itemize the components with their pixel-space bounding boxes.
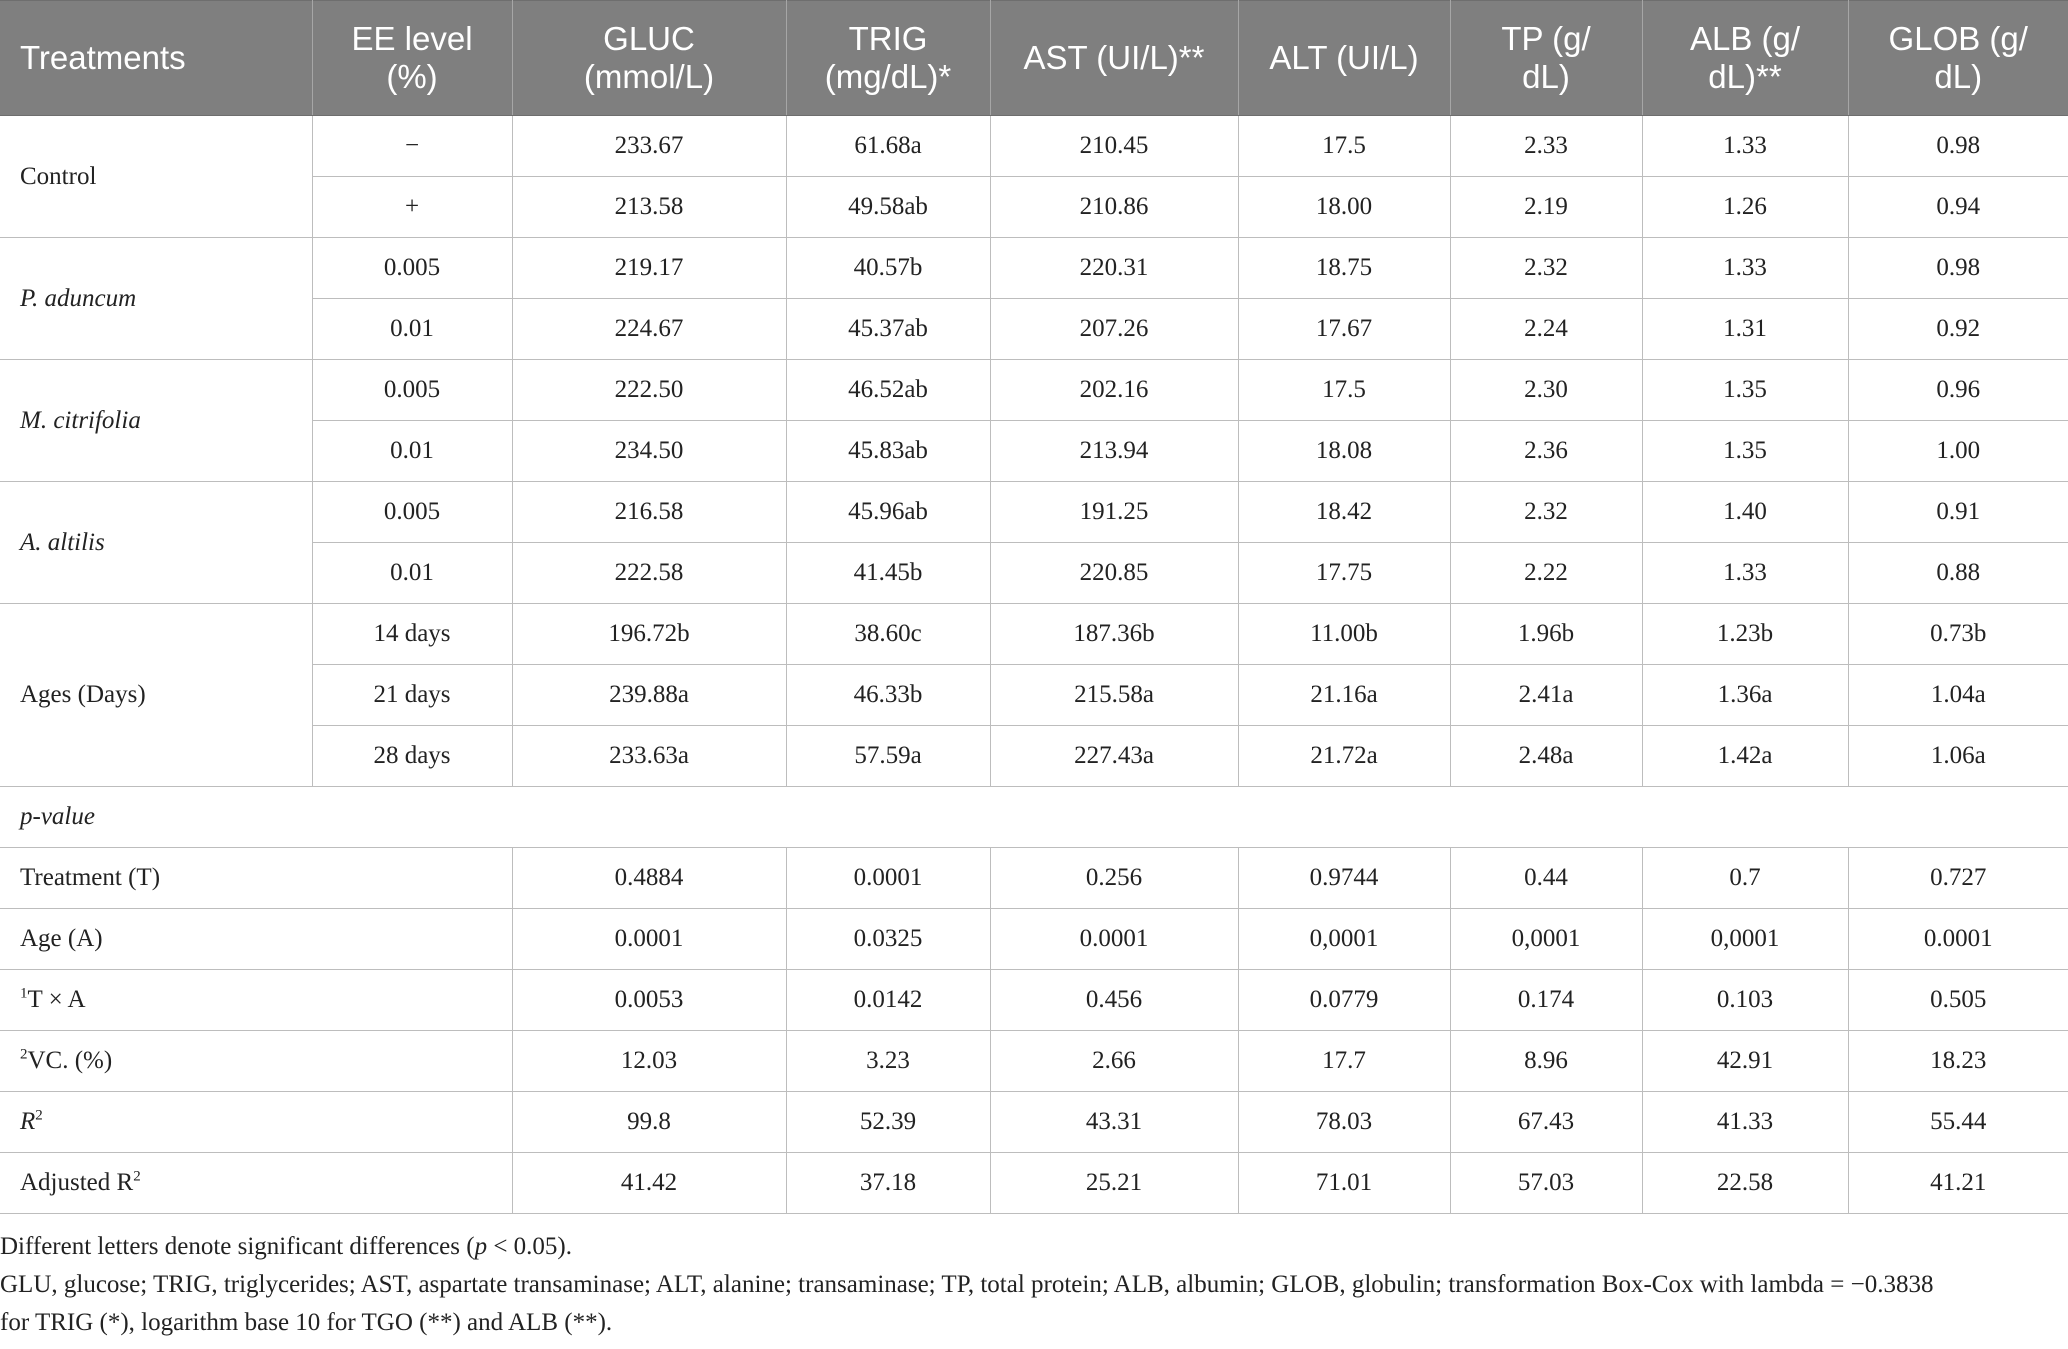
value-cell: 46.52ab: [786, 360, 990, 421]
value-cell: 2.24: [1450, 299, 1642, 360]
value-cell: 233.67: [512, 116, 786, 177]
value-cell: 21.72a: [1238, 726, 1450, 787]
value-cell: 17.67: [1238, 299, 1450, 360]
value-cell: 1.23b: [1642, 604, 1848, 665]
stats-value-cell: 0.505: [1848, 970, 2068, 1031]
stats-value-cell: 25.21: [990, 1153, 1238, 1214]
stats-label: [0, 848, 512, 909]
stats-row: [0, 970, 2068, 1031]
value-cell: 0.98: [1848, 238, 2068, 299]
ee-level-cell: 0.005: [312, 238, 512, 299]
column-header: ALT (UI/L): [1238, 1, 1450, 116]
stats-value-cell: 12.03: [512, 1031, 786, 1092]
value-cell: 210.86: [990, 177, 1238, 238]
stats-value-cell: 0,0001: [1450, 909, 1642, 970]
ee-level-cell: 0.005: [312, 360, 512, 421]
stats-value-cell: 18.23: [1848, 1031, 2068, 1092]
value-cell: 191.25: [990, 482, 1238, 543]
value-cell: 18.00: [1238, 177, 1450, 238]
value-cell: 2.32: [1450, 238, 1642, 299]
stats-label: [0, 1153, 512, 1214]
stats-label: [0, 1092, 512, 1153]
footnote-p-symbol: p: [474, 1233, 488, 1260]
value-cell: 0.88: [1848, 543, 2068, 604]
value-cell: 2.36: [1450, 421, 1642, 482]
stats-label-text: T × A: [27, 986, 86, 1013]
stats-value-cell: 0.174: [1450, 970, 1642, 1031]
value-cell: 2.22: [1450, 543, 1642, 604]
stats-value-cell: 67.43: [1450, 1092, 1642, 1153]
stats-value-cell: 41.21: [1848, 1153, 2068, 1214]
stats-row: [0, 1153, 2068, 1214]
value-cell: 222.50: [512, 360, 786, 421]
value-cell: 1.40: [1642, 482, 1848, 543]
footnote-abbreviations: GLU, glucose; TRIG, triglycerides; AST, aspartate transaminase; ALT, alanine; transaminase; TP, total protein; ALB, albumin; GLOB, globulin; transformation Box-Cox with lambda = −0.3838: [0, 1271, 1934, 1298]
stats-value-cell: 0,0001: [1642, 909, 1848, 970]
stats-label-text: Treatment (T): [20, 864, 161, 891]
stats-value-cell: 78.03: [1238, 1092, 1450, 1153]
stats-value-cell: 71.01: [1238, 1153, 1450, 1214]
value-cell: 61.68a: [786, 116, 990, 177]
value-cell: 233.63a: [512, 726, 786, 787]
value-cell: 1.26: [1642, 177, 1848, 238]
stats-value-cell: 0.0779: [1238, 970, 1450, 1031]
stats-value-cell: 3.23: [786, 1031, 990, 1092]
value-cell: 1.33: [1642, 543, 1848, 604]
stats-value-cell: 22.58: [1642, 1153, 1848, 1214]
value-cell: 219.17: [512, 238, 786, 299]
value-cell: 0.91: [1848, 482, 2068, 543]
stats-row: [0, 1031, 2068, 1092]
stats-label: [0, 909, 512, 970]
pvalue-section-label: p-value: [0, 787, 2068, 848]
value-cell: 0.94: [1848, 177, 2068, 238]
stats-label: [0, 970, 512, 1031]
value-cell: 1.35: [1642, 421, 1848, 482]
value-cell: 0.98: [1848, 116, 2068, 177]
value-cell: 46.33b: [786, 665, 990, 726]
stats-row: [0, 848, 2068, 909]
stats-value-cell: 8.96: [1450, 1031, 1642, 1092]
stats-row: [0, 1092, 2068, 1153]
value-cell: 18.08: [1238, 421, 1450, 482]
ee-level-cell: 0.01: [312, 299, 512, 360]
value-cell: 1.00: [1848, 421, 2068, 482]
value-cell: 202.16: [990, 360, 1238, 421]
value-cell: 196.72b: [512, 604, 786, 665]
stats-value-cell: 0,0001: [1238, 909, 1450, 970]
value-cell: 2.19: [1450, 177, 1642, 238]
value-cell: 0.92: [1848, 299, 2068, 360]
value-cell: 41.45b: [786, 543, 990, 604]
value-cell: 38.60c: [786, 604, 990, 665]
stats-value-cell: 0.4884: [512, 848, 786, 909]
column-header: GLUC (mmol/L): [512, 1, 786, 116]
value-cell: 1.42a: [1642, 726, 1848, 787]
value-cell: 17.75: [1238, 543, 1450, 604]
stats-value-cell: 0.0001: [512, 909, 786, 970]
footnote-transformations: for TRIG (*), logarithm base 10 for TGO (**) and ALB (**).: [0, 1309, 613, 1336]
stats-value-cell: 0.456: [990, 970, 1238, 1031]
stats-value-cell: 0.9744: [1238, 848, 1450, 909]
value-cell: 2.33: [1450, 116, 1642, 177]
value-cell: 2.32: [1450, 482, 1642, 543]
column-header: ALB (g/ dL)**: [1642, 1, 1848, 116]
treatment-label: P. aduncum: [0, 238, 312, 360]
treatment-label: Control: [0, 116, 312, 238]
ee-level-cell: 14 days: [312, 604, 512, 665]
value-cell: 213.94: [990, 421, 1238, 482]
column-header: TRIG (mg/dL)*: [786, 1, 990, 116]
value-cell: 227.43a: [990, 726, 1238, 787]
footnote-text: < 0.05).: [487, 1233, 573, 1260]
value-cell: 216.58: [512, 482, 786, 543]
table-row: [0, 238, 2068, 299]
value-cell: 1.96b: [1450, 604, 1642, 665]
value-cell: 1.31: [1642, 299, 1848, 360]
superscript: 2: [35, 1107, 43, 1124]
table-body: [0, 116, 2068, 1214]
ee-level-cell: 0.01: [312, 421, 512, 482]
value-cell: 1.04a: [1848, 665, 2068, 726]
value-cell: 45.83ab: [786, 421, 990, 482]
value-cell: 1.33: [1642, 238, 1848, 299]
stats-value-cell: 52.39: [786, 1092, 990, 1153]
stats-value-cell: 2.66: [990, 1031, 1238, 1092]
header-row: [0, 1, 2068, 116]
ee-level-cell: −: [312, 116, 512, 177]
stats-value-cell: 99.8: [512, 1092, 786, 1153]
stats-value-cell: 0.44: [1450, 848, 1642, 909]
ee-level-cell: +: [312, 177, 512, 238]
value-cell: 0.73b: [1848, 604, 2068, 665]
table-row: [0, 116, 2068, 177]
footnote-marker: 1: [20, 985, 28, 1002]
treatment-label: A. altilis: [0, 482, 312, 604]
stats-value-cell: 41.42: [512, 1153, 786, 1214]
value-cell: 18.75: [1238, 238, 1450, 299]
stats-value-cell: 17.7: [1238, 1031, 1450, 1092]
value-cell: 17.5: [1238, 116, 1450, 177]
stats-value-cell: 0.256: [990, 848, 1238, 909]
value-cell: 11.00b: [1238, 604, 1450, 665]
value-cell: 207.26: [990, 299, 1238, 360]
value-cell: 210.45: [990, 116, 1238, 177]
stats-value-cell: 37.18: [786, 1153, 990, 1214]
ee-level-cell: 21 days: [312, 665, 512, 726]
table-header: [0, 1, 2068, 116]
ee-level-cell: 0.01: [312, 543, 512, 604]
value-cell: 215.58a: [990, 665, 1238, 726]
stats-value-cell: 0.103: [1642, 970, 1848, 1031]
value-cell: 49.58ab: [786, 177, 990, 238]
value-cell: 1.06a: [1848, 726, 2068, 787]
value-cell: 222.58: [512, 543, 786, 604]
column-header: Treatments: [0, 1, 312, 116]
footnotes: [0, 1228, 2068, 1342]
stats-label-text: VC. (%): [27, 1047, 113, 1074]
value-cell: 213.58: [512, 177, 786, 238]
stats-label: [0, 1031, 512, 1092]
value-cell: 45.37ab: [786, 299, 990, 360]
value-cell: 45.96ab: [786, 482, 990, 543]
column-header: EE level (%): [312, 1, 512, 116]
stats-value-cell: 41.33: [1642, 1092, 1848, 1153]
value-cell: 40.57b: [786, 238, 990, 299]
stats-value-cell: 0.7: [1642, 848, 1848, 909]
footnote-significance: [0, 1228, 2068, 1266]
table-row: [0, 604, 2068, 665]
value-cell: 21.16a: [1238, 665, 1450, 726]
stats-label-text: Adjusted R: [20, 1169, 134, 1196]
treatment-label: M. citrifolia: [0, 360, 312, 482]
column-header: GLOB (g/ dL): [1848, 1, 2068, 116]
value-cell: 239.88a: [512, 665, 786, 726]
footnote-text: Different letters denote significant differences (: [0, 1233, 475, 1260]
value-cell: 2.41a: [1450, 665, 1642, 726]
ee-level-cell: 0.005: [312, 482, 512, 543]
treatment-label: Ages (Days): [0, 604, 312, 787]
value-cell: 1.36a: [1642, 665, 1848, 726]
value-cell: 1.35: [1642, 360, 1848, 421]
stats-value-cell: 55.44: [1848, 1092, 2068, 1153]
stats-value-cell: 42.91: [1642, 1031, 1848, 1092]
value-cell: 187.36b: [990, 604, 1238, 665]
value-cell: 220.85: [990, 543, 1238, 604]
value-cell: 220.31: [990, 238, 1238, 299]
footnote-marker: 2: [20, 1046, 28, 1063]
value-cell: 18.42: [1238, 482, 1450, 543]
stats-value-cell: 0.0001: [990, 909, 1238, 970]
superscript: 2: [133, 1168, 141, 1185]
stats-value-cell: 0.0053: [512, 970, 786, 1031]
stats-label-text: R: [20, 1108, 36, 1135]
stats-value-cell: 0.0142: [786, 970, 990, 1031]
stats-value-cell: 57.03: [1450, 1153, 1642, 1214]
value-cell: 1.33: [1642, 116, 1848, 177]
value-cell: 234.50: [512, 421, 786, 482]
table-row: [0, 482, 2068, 543]
value-cell: 57.59a: [786, 726, 990, 787]
pvalue-section-row: [0, 787, 2068, 848]
stats-label-text: Age (A): [20, 925, 103, 952]
column-header: TP (g/ dL): [1450, 1, 1642, 116]
stats-value-cell: 0.0001: [1848, 909, 2068, 970]
value-cell: 0.96: [1848, 360, 2068, 421]
value-cell: 17.5: [1238, 360, 1450, 421]
table-row: [0, 360, 2068, 421]
ee-level-cell: 28 days: [312, 726, 512, 787]
value-cell: 224.67: [512, 299, 786, 360]
stats-value-cell: 0.0001: [786, 848, 990, 909]
stats-value-cell: 0.727: [1848, 848, 2068, 909]
stats-value-cell: 43.31: [990, 1092, 1238, 1153]
value-cell: 2.48a: [1450, 726, 1642, 787]
value-cell: 2.30: [1450, 360, 1642, 421]
column-header: AST (UI/L)**: [990, 1, 1238, 116]
stats-value-cell: 0.0325: [786, 909, 990, 970]
stats-row: [0, 909, 2068, 970]
